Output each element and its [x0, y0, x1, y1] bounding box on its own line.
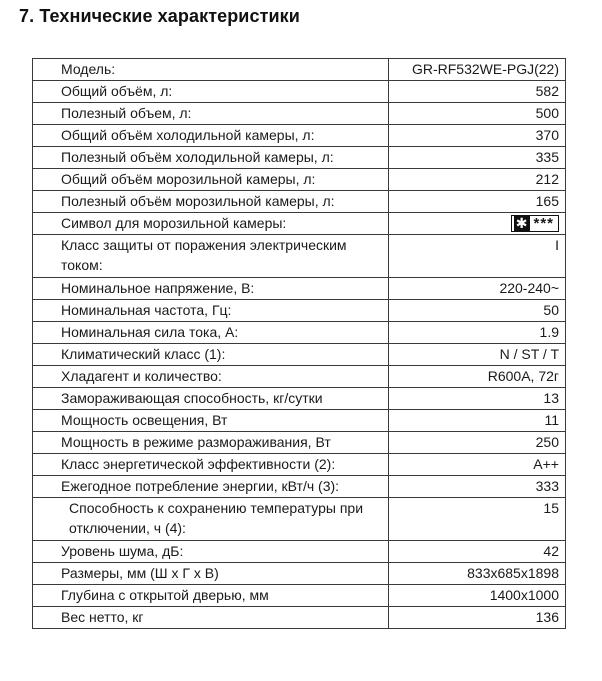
- row-label: Полезный объём холодильной камеры, л:: [33, 147, 389, 169]
- row-label: Размеры, мм (Ш х Г х В): [33, 563, 389, 585]
- row-label: Общий объём морозильной камеры, л:: [33, 169, 389, 191]
- table-row: [33, 322, 566, 344]
- section-heading: 7. Технические характеристики: [19, 6, 300, 26]
- table-row: [33, 344, 566, 366]
- table-row: [33, 388, 566, 410]
- row-label: Общий объём, л:: [33, 81, 389, 103]
- row-value: 582: [389, 81, 566, 103]
- row-value: [389, 213, 566, 235]
- row-label: Класс энергетической эффективности (2):: [33, 454, 389, 476]
- table-row: [33, 147, 566, 169]
- row-value: R600A, 72г: [389, 366, 566, 388]
- table-row: [33, 103, 566, 125]
- row-label: Номинальная сила тока, А:: [33, 322, 389, 344]
- row-value: A++: [389, 454, 566, 476]
- table-row: [33, 235, 566, 278]
- table-row: [33, 125, 566, 147]
- row-label: Замораживающая способность, кг/сутки: [33, 388, 389, 410]
- row-label: Хладагент и количество:: [33, 366, 389, 388]
- row-label: Полезный объём морозильной камеры, л:: [33, 191, 389, 213]
- row-value: 15: [389, 498, 566, 541]
- row-label: Класс защиты от поражения электрическим током:: [33, 235, 389, 278]
- table-row: [33, 607, 566, 629]
- table-row: [33, 169, 566, 191]
- table-row: [33, 59, 566, 81]
- row-value: N / ST / T: [389, 344, 566, 366]
- table-row: [33, 541, 566, 563]
- row-label: Глубина с открытой дверью, мм: [33, 585, 389, 607]
- table-row: [33, 366, 566, 388]
- row-label: Мощность в режиме размораживания, Вт: [33, 432, 389, 454]
- row-value: 11: [389, 410, 566, 432]
- table-row: [33, 278, 566, 300]
- row-value: 335: [389, 147, 566, 169]
- row-label: Полезный объем, л:: [33, 103, 389, 125]
- table-row: [33, 476, 566, 498]
- freezer-stars: ***: [533, 215, 554, 232]
- row-label: Модель:: [33, 59, 389, 81]
- row-label: Уровень шума, дБ:: [33, 541, 389, 563]
- table-row: [33, 432, 566, 454]
- spec-table: [32, 58, 566, 629]
- row-value: 833х685х1898: [389, 563, 566, 585]
- row-value: 370: [389, 125, 566, 147]
- table-row: [33, 300, 566, 322]
- row-value: I: [389, 235, 566, 278]
- table-row: [33, 213, 566, 235]
- row-label: Номинальное напряжение, В:: [33, 278, 389, 300]
- row-value: 13: [389, 388, 566, 410]
- row-value: 220-240~: [389, 278, 566, 300]
- table-row: [33, 81, 566, 103]
- row-value: GR-RF532WE-PGJ(22): [389, 59, 566, 81]
- table-row: [33, 410, 566, 432]
- row-label: Мощность освещения, Вт: [33, 410, 389, 432]
- row-value: 500: [389, 103, 566, 125]
- row-value: 212: [389, 169, 566, 191]
- table-row: [33, 563, 566, 585]
- row-label: Символ для морозильной камеры:: [33, 213, 389, 235]
- table-row: [33, 191, 566, 213]
- row-value: 42: [389, 541, 566, 563]
- row-value: 50: [389, 300, 566, 322]
- four-star-freezer-icon: [511, 215, 559, 232]
- table-row: [33, 585, 566, 607]
- row-label: Способность к сохранению температуры при отключении, ч (4):: [33, 498, 389, 541]
- row-label: Климатический класс (1):: [33, 344, 389, 366]
- row-label: Номинальная частота, Гц:: [33, 300, 389, 322]
- row-value: 165: [389, 191, 566, 213]
- row-value: 1.9: [389, 322, 566, 344]
- table-row: [33, 454, 566, 476]
- row-label: Общий объём холодильной камеры, л:: [33, 125, 389, 147]
- row-value: 136: [389, 607, 566, 629]
- row-label: Вес нетто, кг: [33, 607, 389, 629]
- row-value: 333: [389, 476, 566, 498]
- snowflake-icon: ✱: [515, 215, 529, 231]
- row-label: Ежегодное потребление энергии, кВт/ч (3):: [33, 476, 389, 498]
- table-row: [33, 498, 566, 541]
- row-value: 1400х1000: [389, 585, 566, 607]
- row-value: 250: [389, 432, 566, 454]
